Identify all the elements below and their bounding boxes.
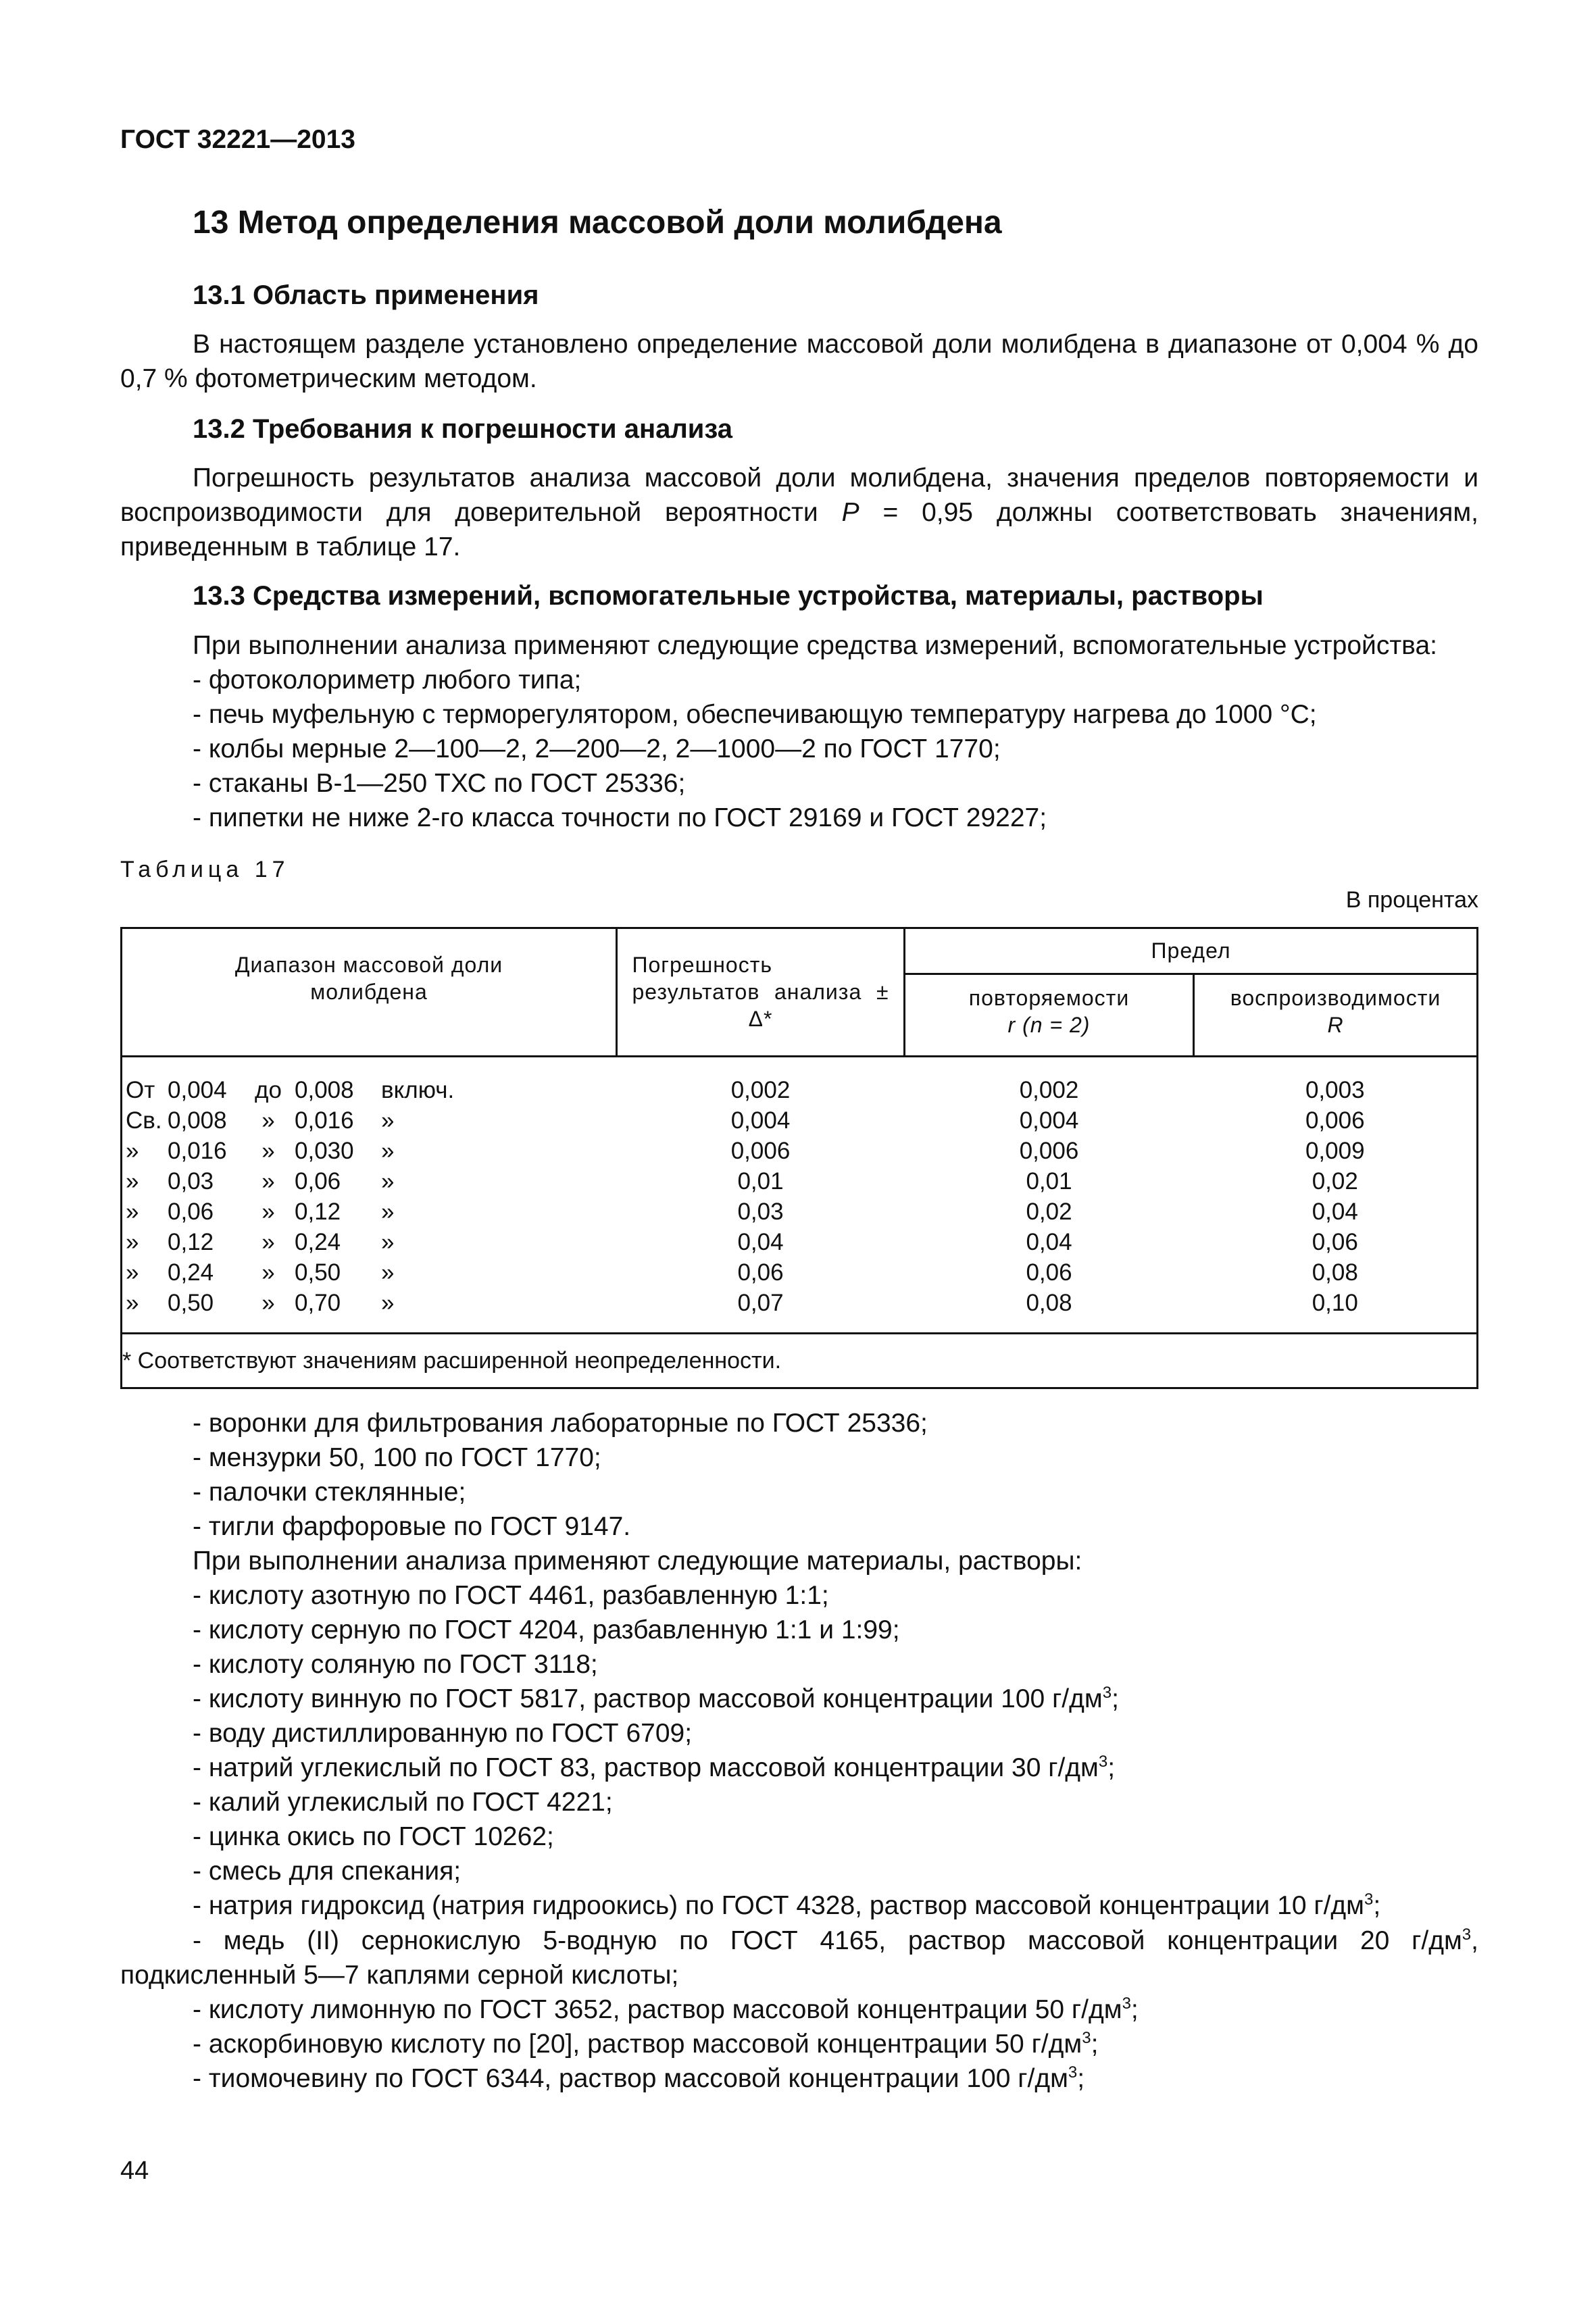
range-row <box>126 1197 617 1227</box>
range-cell-mid: » <box>261 1259 275 1286</box>
table-17 <box>120 927 1478 1389</box>
repeatability-value: 0,006 <box>1019 1138 1079 1164</box>
repeatability-value: 0,01 <box>1026 1168 1072 1194</box>
range-cell-hi: 0,50 <box>295 1259 341 1286</box>
range-cell-sfx: » <box>381 1259 395 1286</box>
range-cell-p: » <box>126 1259 139 1286</box>
table-unit: В процентах <box>1345 887 1478 913</box>
header-error: Погрешность результатов анализа ± Δ* <box>617 928 905 1057</box>
equipment-item: - воронки для фильтрования лабораторные по ГОСТ 25336; <box>193 1409 928 1438</box>
materials-intro: При выполнении анализа применяют следующие материалы, растворы: <box>193 1546 1082 1576</box>
range-cell-p: Св. <box>126 1107 162 1134</box>
material-item: - смесь для спекания; <box>193 1857 462 1886</box>
header-reproducibility: воспроизводимости R <box>1194 974 1478 1057</box>
instrument-item: - фотоколориметр любого типа; <box>193 665 582 695</box>
reproducibility-value: 0,04 <box>1312 1199 1358 1225</box>
equipment-item: - мензурки 50, 100 по ГОСТ 1770; <box>193 1443 601 1472</box>
reproducibility-value: 0,009 <box>1305 1138 1365 1164</box>
material-item: - кислоту лимонную по ГОСТ 3652, раствор массовой концентрации 50 $г/дм^3$; <box>193 1994 1139 2024</box>
instrument-item: - колбы мерные 2—100—2, 2—200—2, 2—1000—2 по ГОСТ 1770; <box>193 734 1001 763</box>
range-cell-mid: » <box>261 1168 275 1194</box>
range-cell-mid: » <box>261 1138 275 1164</box>
material-item: - натрия гидроксид (натрия гидроокись) по ГОСТ 4328, раствор массовой концентрации 10 $г/дм^3$; <box>193 1890 1381 1920</box>
error-value: 0,04 <box>737 1229 784 1255</box>
reproducibility-value: 0,06 <box>1312 1229 1358 1255</box>
range-cell-lo: 0,06 <box>168 1199 214 1225</box>
table-caption: Таблица 17 <box>120 857 290 882</box>
reproducibility-value: 0,006 <box>1305 1107 1365 1134</box>
error-value: 0,07 <box>737 1290 784 1316</box>
range-cell-mid: » <box>261 1199 275 1225</box>
range-row <box>126 1166 617 1197</box>
range-cell-hi: 0,016 <box>295 1107 354 1134</box>
page-number: 44 <box>120 2157 149 2185</box>
repeatability-value: 0,002 <box>1019 1077 1079 1103</box>
material-item: - цинка окись по ГОСТ 10262; <box>193 1822 554 1851</box>
range-cell-lo: 0,004 <box>168 1077 227 1103</box>
range-column <box>122 1057 617 1334</box>
range-cell-sfx: » <box>381 1138 395 1164</box>
range-cell-lo: 0,03 <box>168 1168 214 1194</box>
equipment-item: - тигли фарфоровые по ГОСТ 9147. <box>193 1512 631 1541</box>
subsection-13-2-title: 13.2 Требования к погрешности анализа <box>193 414 732 444</box>
range-cell-sfx: » <box>381 1290 395 1316</box>
equipment-item: - палочки стеклянные; <box>193 1478 466 1507</box>
subsection-13-1-text: В настоящем разделе установлено определение массовой доли молибдена в диапазоне от 0,004 % до 0,7 % фотометрическим методом. <box>120 330 1478 393</box>
range-row <box>126 1257 617 1288</box>
range-cell-sfx: » <box>381 1199 395 1225</box>
range-cell-lo: 0,016 <box>168 1138 227 1164</box>
range-cell-mid: » <box>261 1107 275 1134</box>
table-footnote: * Соответствуют значениям расширенной неопределенности. <box>122 1334 1478 1388</box>
range-cell-lo: 0,50 <box>168 1290 214 1316</box>
subsection-13-1-title: 13.1 Область применения <box>193 280 539 310</box>
section-title: 13 Метод определения массовой доли молибдена <box>193 205 1002 241</box>
header-limit: Предел <box>905 928 1478 974</box>
range-row <box>126 1227 617 1257</box>
range-row <box>126 1288 617 1318</box>
range-cell-mid: » <box>261 1229 275 1255</box>
error-value: 0,006 <box>730 1138 791 1164</box>
range-cell-hi: 0,24 <box>295 1229 341 1255</box>
range-row <box>126 1136 617 1166</box>
material-item: - аскорбиновую кислоту по [20], раствор массовой концентрации 50 $г/дм^3$; <box>193 2029 1099 2059</box>
range-cell-sfx: » <box>381 1229 395 1255</box>
instrument-item: - стаканы В-1—250 ТХС по ГОСТ 25336; <box>193 769 686 798</box>
material-item: - кислоту соляную по ГОСТ 3118; <box>193 1650 598 1679</box>
instrument-item: - печь муфельную с терморегулятором, обеспечивающую температуру нагрева до 1000 °C; <box>193 700 1317 729</box>
instrument-item: - пипетки не ниже 2-го класса точности по ГОСТ 29169 и ГОСТ 29227; <box>193 803 1047 832</box>
range-cell-hi: 0,06 <box>295 1168 341 1194</box>
material-item: - кислоту азотную по ГОСТ 4461, разбавленную 1:1; <box>193 1581 829 1610</box>
range-cell-p: От <box>126 1077 155 1103</box>
document-header: ГОСТ 32221—2013 <box>120 125 355 154</box>
range-cell-p: » <box>126 1138 139 1164</box>
repeatability-value: 0,004 <box>1019 1107 1079 1134</box>
range-cell-mid: до <box>255 1077 282 1103</box>
header-range: Диапазон массовой доли молибдена <box>122 928 617 1057</box>
range-cell-sfx: » <box>381 1168 395 1194</box>
repeatability-value: 0,04 <box>1026 1229 1072 1255</box>
range-row <box>126 1105 617 1136</box>
error-value: 0,01 <box>737 1168 784 1194</box>
error-value: 0,002 <box>730 1077 791 1103</box>
header-repeatability: повторяемости r (n = 2) <box>905 974 1194 1057</box>
reproducibility-column <box>1194 1057 1478 1334</box>
error-value: 0,004 <box>730 1107 791 1134</box>
range-cell-p: » <box>126 1199 139 1225</box>
repeatability-value: 0,08 <box>1026 1290 1072 1316</box>
reproducibility-value: 0,02 <box>1312 1168 1358 1194</box>
material-item: - калий углекислый по ГОСТ 4221; <box>193 1788 613 1817</box>
material-item: - тиомочевину по ГОСТ 6344, раствор массовой концентрации 100 $г/дм^3$; <box>193 2063 1085 2093</box>
range-row <box>126 1075 617 1105</box>
range-cell-lo: 0,12 <box>168 1229 214 1255</box>
range-cell-lo: 0,24 <box>168 1259 214 1286</box>
error-column <box>617 1057 905 1334</box>
material-item: - воду дистиллированную по ГОСТ 6709; <box>193 1719 693 1748</box>
range-cell-hi: 0,030 <box>295 1138 354 1164</box>
range-cell-p: » <box>126 1290 139 1316</box>
repeatability-column <box>905 1057 1194 1334</box>
instruments-intro: При выполнении анализа применяют следующие средства измерений, вспомогательные устройства: <box>193 631 1437 660</box>
range-cell-lo: 0,008 <box>168 1107 227 1134</box>
error-value: 0,03 <box>737 1199 784 1225</box>
repeatability-value: 0,02 <box>1026 1199 1072 1225</box>
material-item: - кислоту серную по ГОСТ 4204, разбавленную 1:1 и 1:99; <box>193 1615 900 1644</box>
range-cell-p: » <box>126 1168 139 1194</box>
subsection-13-3-title: 13.3 Средства измерений, вспомогательные устройства, материалы, растворы <box>193 581 1264 611</box>
range-cell-sfx: » <box>381 1107 395 1134</box>
reproducibility-value: 0,08 <box>1312 1259 1358 1286</box>
subsection-13-2-text: Погрешность результатов анализа массовой доли молибдена, значения пределов повторяемости и воспроизводимости для доверительной вероятности P = 0,95 должны соответствовать значениям, приведенным в таблице 17. <box>120 463 1479 561</box>
range-cell-sfx: включ. <box>381 1077 455 1103</box>
repeatability-value: 0,06 <box>1026 1259 1072 1286</box>
range-cell-hi: 0,70 <box>295 1290 341 1316</box>
range-cell-hi: 0,008 <box>295 1077 354 1103</box>
material-item: - натрий углекислый по ГОСТ 83, раствор массовой концентрации 30 $г/дм^3$; <box>193 1753 1116 1782</box>
reproducibility-value: 0,10 <box>1312 1290 1358 1316</box>
error-value: 0,06 <box>737 1259 784 1286</box>
material-item: - кислоту винную по ГОСТ 5817, раствор массовой концентрации 100 $г/дм^3$; <box>193 1684 1119 1713</box>
range-cell-hi: 0,12 <box>295 1199 341 1225</box>
material-copper-sulfate: - медь (II) сернокислую 5-водную по ГОСТ 4165, раствор массовой концентрации 20 $г/дм^3$, подкисленный 5—7 каплями серной кислоты; <box>120 1926 1478 1990</box>
reproducibility-value: 0,003 <box>1305 1077 1365 1103</box>
range-cell-mid: » <box>261 1290 275 1316</box>
range-cell-p: » <box>126 1229 139 1255</box>
